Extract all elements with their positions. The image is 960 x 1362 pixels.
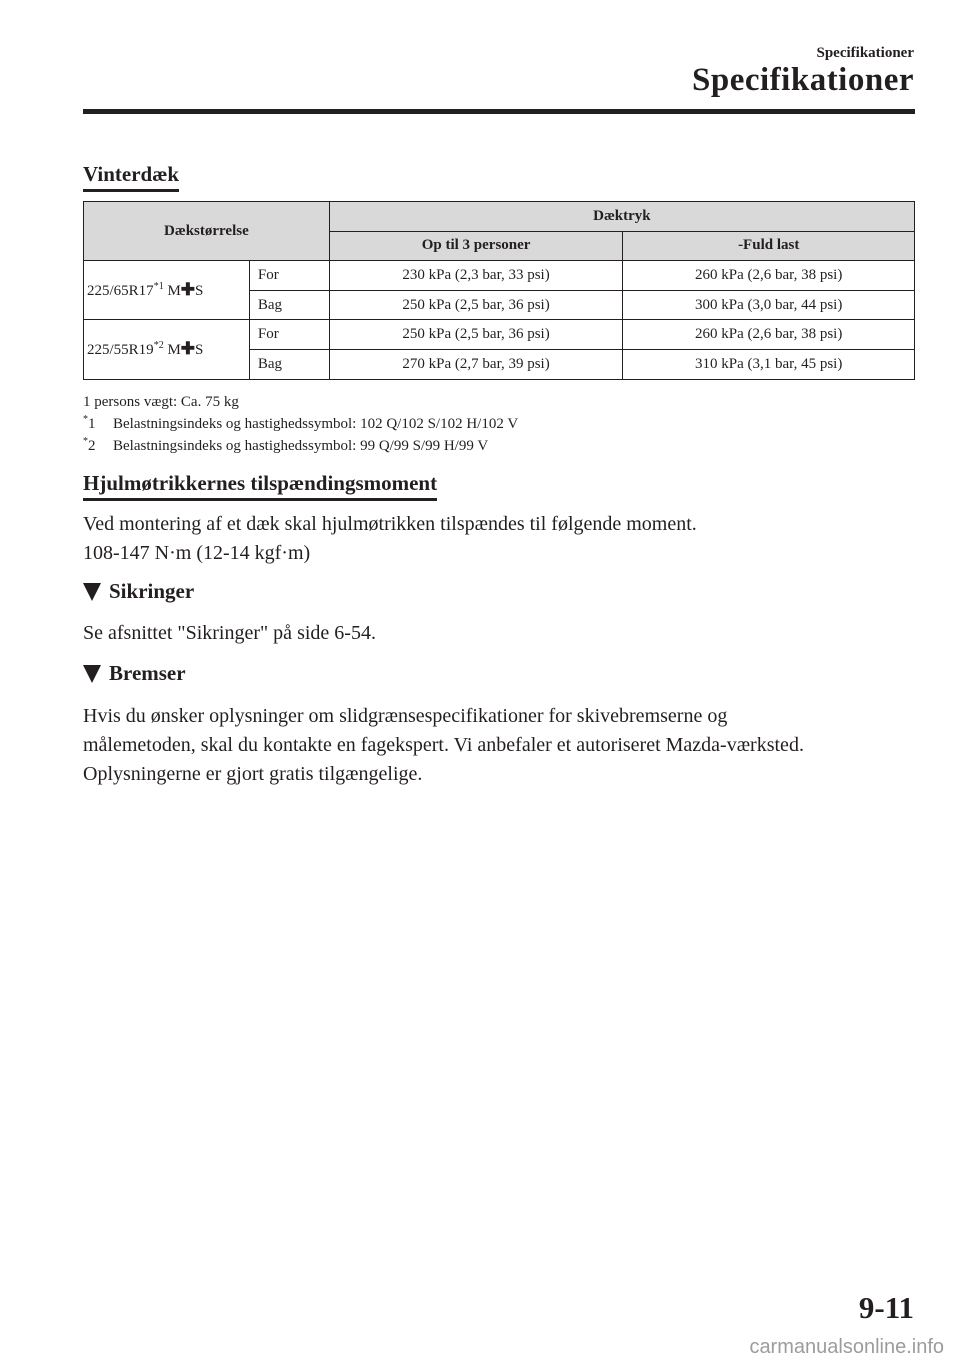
tire-size: 225/55R19 — [87, 341, 154, 358]
footnote-1-mark: * — [83, 414, 88, 425]
fuses-text: Se afsnittet "Sikringer" på side 6-54. — [83, 622, 376, 644]
watermark: carmanualsonline.info — [749, 1336, 944, 1358]
pressure-cell: 270 kPa (2,7 bar, 39 psi) — [329, 349, 623, 379]
ms-letter-s: S — [195, 282, 204, 299]
pressure-cell: 300 kPa (3,0 bar, 44 psi) — [623, 290, 915, 320]
position-front: For — [249, 320, 329, 350]
chapter-header-small: Specifikationer — [816, 45, 914, 61]
header-full-load: -Fuld last — [623, 231, 915, 261]
section-title-torque: Hjulmøtrikkernes tilspændingsmoment — [83, 471, 438, 495]
pressure-cell: 310 kPa (3,1 bar, 45 psi) — [623, 349, 915, 379]
header-tire-size: Dækstørrelse — [84, 202, 330, 261]
table-row — [84, 320, 915, 350]
tire-size: 225/65R17 — [87, 282, 154, 299]
brakes-line-3: Oplysningerne er gjort gratis tilgængelige. — [83, 763, 423, 785]
heading-fuses-label: Sikringer — [109, 579, 195, 603]
pressure-cell: 250 kPa (2,5 bar, 36 psi) — [329, 320, 623, 350]
triangle-bullet-icon — [83, 665, 101, 683]
position-rear: Bag — [249, 290, 329, 320]
header-tire-pressure: Dæktryk — [329, 202, 914, 232]
position-front: For — [249, 261, 329, 291]
brakes-line-1: Hvis du ønsker oplysninger om slidgrænsespecifikationer for skivebremserne og — [83, 705, 728, 727]
ms-letter-s: S — [195, 341, 204, 358]
footnote-2 — [83, 436, 488, 455]
tire-size-cell — [84, 261, 250, 320]
section-title-winter-tires: Vinterdæk — [83, 162, 180, 186]
table-header-row — [84, 202, 915, 232]
ms-plus-icon: ✚ — [180, 338, 196, 358]
header-up-to-3-persons: Op til 3 personer — [329, 231, 623, 261]
heading-brakes — [83, 661, 186, 686]
footnote-2-text: Belastningsindeks og hastighedssymbol: 99 Q/99 S/99 H/99 V — [113, 438, 489, 454]
triangle-bullet-icon — [83, 583, 101, 601]
footnote-2-number: 2 — [88, 438, 96, 454]
pressure-cell: 260 kPa (2,6 bar, 38 psi) — [623, 320, 915, 350]
heading-fuses — [83, 579, 194, 604]
torque-value: 108-147 N·m (12-14 kgf·m) — [83, 542, 311, 564]
torque-text — [83, 510, 697, 568]
footnote-2-mark: * — [83, 436, 88, 447]
ms-letter-m: M — [167, 282, 181, 299]
header-divider — [83, 109, 915, 114]
footnote-mark: *1 — [153, 280, 164, 292]
position-rear: Bag — [249, 349, 329, 379]
pressure-cell: 260 kPa (2,6 bar, 38 psi) — [623, 261, 915, 291]
chapter-header-title: Specifikationer — [692, 62, 914, 98]
table-row — [84, 261, 915, 291]
footnote-1 — [83, 414, 518, 433]
brakes-line-2: målemetoden, skal du kontakte en fagekspert. Vi anbefaler et autoriseret Mazda-værksted. — [83, 734, 804, 756]
note-person-weight: 1 persons vægt: Ca. 75 kg — [83, 394, 239, 410]
footnote-1-number: 1 — [88, 416, 96, 432]
heading-brakes-label: Bremser — [109, 661, 186, 685]
page-number: 9-11 — [858, 1290, 914, 1325]
torque-line-1: Ved montering af et dæk skal hjulmøtrikken tilspændes til følgende moment. — [83, 513, 697, 535]
pressure-cell: 230 kPa (2,3 bar, 33 psi) — [329, 261, 623, 291]
ms-letter-m: M — [167, 341, 181, 358]
ms-plus-icon: ✚ — [180, 279, 196, 299]
winter-tire-pressure-table — [83, 201, 915, 380]
brakes-text — [83, 702, 804, 789]
footnote-mark: *2 — [153, 339, 164, 351]
pressure-cell: 250 kPa (2,5 bar, 36 psi) — [329, 290, 623, 320]
footnote-1-text: Belastningsindeks og hastighedssymbol: 102 Q/102 S/102 H/102 V — [113, 416, 519, 432]
tire-size-cell — [84, 320, 250, 379]
